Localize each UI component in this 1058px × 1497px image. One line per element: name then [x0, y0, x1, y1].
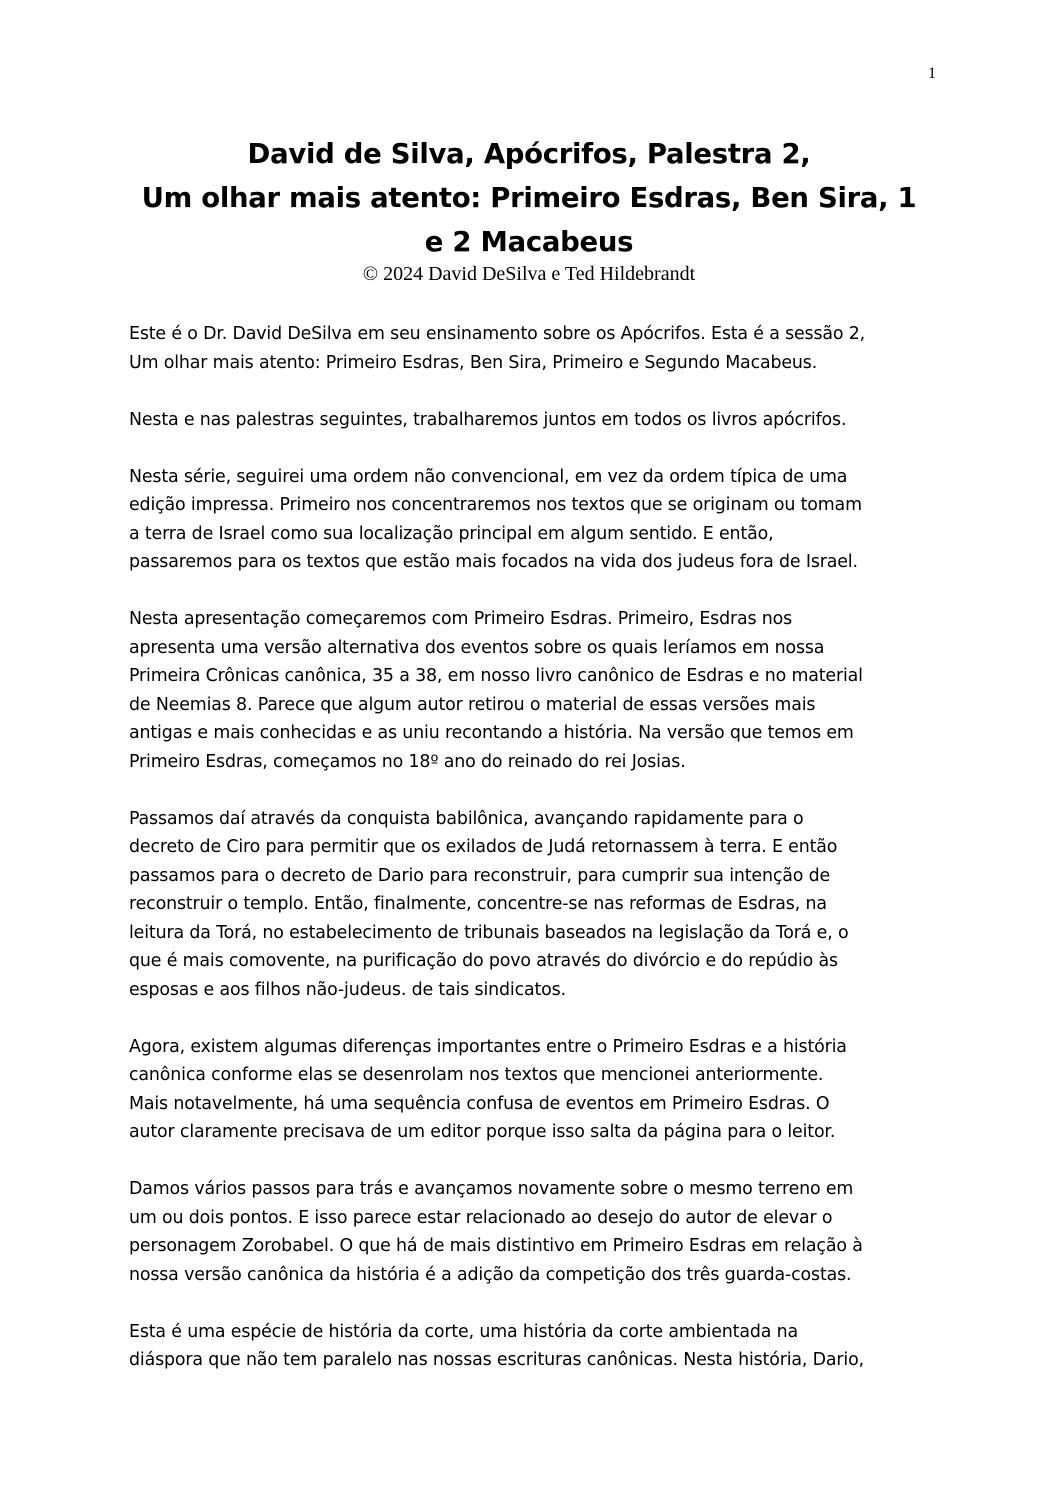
title-line: e 2 Macabeus [424, 226, 634, 258]
text-line: diáspora que não tem paralelo nas nossas escrituras canônicas. Nesta história, Dario, [129, 1350, 864, 1370]
text-line: edição impressa. Primeiro nos concentraremos nos textos que se originam ou tomam [129, 495, 862, 515]
text-line: Um olhar mais atento: Primeiro Esdras, Ben Sira, Primeiro e Segundo Macabeus. [129, 352, 818, 373]
paragraph-babylonian-conquest [129, 805, 949, 1005]
text-line: decreto de Ciro para permitir que os exilados de Judá retornassem à terra. E então [129, 837, 838, 857]
text-line: Mais notavelmente, há uma sequência confusa de eventos em Primeiro Esdras. O [129, 1093, 830, 1114]
text-line: Agora, existem algumas diferenças importantes entre o Primeiro Esdras e a história [129, 1036, 847, 1057]
paragraph-zerubbabel [129, 1175, 949, 1289]
text-line: personagem Zorobabel. O que há de mais distintivo em Primeiro Esdras em relação à [129, 1236, 863, 1256]
paragraph-first-esdras [129, 605, 949, 776]
page-number: 1 [928, 65, 936, 82]
text-line: reconstruir o templo. Então, finalmente, concentre-se nas reformas de Esdras, na [129, 894, 827, 914]
text-line: um ou dois pontos. E isso parece estar relacionado ao desejo do autor de elevar o [129, 1207, 833, 1228]
text-line: passamos para o decreto de Dario para reconstruir, para cumprir sua intenção de [129, 865, 831, 886]
text-line: Damos vários passos para trás e avançamos novamente sobre o mesmo terreno em [129, 1179, 854, 1199]
text-line: Primeira Crônicas canônica, 35 a 38, em nosso livro canônico de Esdras e no material [129, 666, 863, 686]
paragraph-differences [129, 1033, 949, 1147]
text-line: de Neemias 8. Parece que algum autor retirou o material de essas versões mais [129, 694, 816, 715]
text-line: a terra de Israel como sua localização principal em algum sentido. E então, [129, 523, 774, 544]
text-line: leitura da Torá, no estabelecimento de tribunais baseados na legislação da Torá e, o [129, 922, 849, 943]
text-line: nossa versão canônica da história é a adição da competição dos três guarda-costas. [129, 1264, 852, 1285]
text-line: Esta é uma espécie de história da corte, uma história da corte ambientada na [129, 1321, 798, 1342]
text-line: Nesta apresentação começaremos com Primeiro Esdras. Primeiro, Esdras nos [129, 609, 793, 629]
paragraph-court-story [129, 1318, 949, 1375]
paragraph-lectures [129, 406, 949, 435]
text-line: que é mais comovente, na purificação do povo através do divórcio e do repúdio às [129, 951, 838, 971]
paragraph-series-order [129, 463, 949, 577]
text-line: canônica conforme elas se desenrolam nos textos que mencionei anteriormente. [129, 1065, 824, 1085]
document-body [129, 320, 949, 1403]
title-line: Um olhar mais atento: Primeiro Esdras, Ben Sira, 1 [141, 182, 917, 214]
text-line: esposas e aos filhos não-judeus. de tais sindicatos. [129, 979, 566, 1000]
text-line: Primeiro Esdras, começamos no 18º ano do reinado do rei Josias. [129, 751, 686, 772]
title-line: David de Silva, Apócrifos, Palestra 2, [247, 138, 811, 170]
text-line: apresenta uma versão alternativa dos eventos sobre os quais leríamos em nossa [129, 637, 825, 658]
text-line: passaremos para os textos que estão mais focados na vida dos judeus fora de Israel. [129, 552, 858, 572]
text-line: autor claramente precisava de um editor porque isso salta da página para o leitor. [129, 1122, 836, 1142]
text-line: Este é o Dr. David DeSilva em seu ensinamento sobre os Apócrifos. Esta é a sessão 2, [129, 324, 866, 344]
paragraph-intro [129, 320, 949, 377]
text-line: Passamos daí através da conquista babilônica, avançando rapidamente para o [129, 808, 804, 829]
text-line: Nesta série, seguirei uma ordem não convencional, em vez da ordem típica de uma [129, 466, 848, 487]
text-line: Nesta e nas palestras seguintes, trabalharemos juntos em todos os livros apócrifos. [129, 409, 847, 430]
text-line: antigas e mais conhecidas e as uniu recontando a história. Na versão que temos em [129, 723, 854, 743]
copyright-line: © 2024 David DeSilva e Ted Hildebrandt [362, 263, 696, 285]
document-header [100, 132, 958, 286]
